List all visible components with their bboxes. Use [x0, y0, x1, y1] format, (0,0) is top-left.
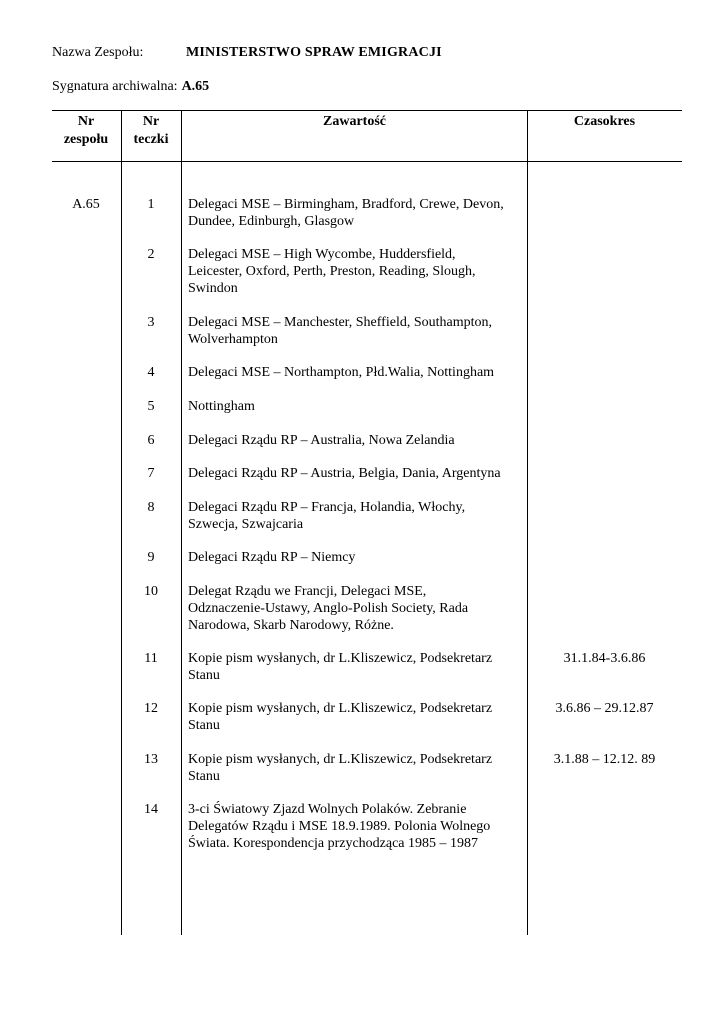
team-name-label: Nazwa Zespołu:: [52, 45, 144, 60]
content-line: Kopie pism wysłanych, dr L.Kliszewicz, Podsekretarz: [188, 701, 493, 716]
content-line: Delegaci Rządu RP – Australia, Nowa Zelandia: [188, 433, 455, 448]
content-line: Delegat Rządu we Francji, Delegaci MSE,: [188, 584, 427, 599]
file-number-cell: 5: [147, 399, 155, 414]
content-cell: [188, 650, 524, 684]
file-number-cell: 2: [147, 247, 155, 262]
period-cell: 3.6.86 – 29.12.87: [555, 701, 654, 716]
content-line: Delegaci Rządu RP – Niemcy: [188, 550, 356, 565]
column-header-content: [182, 113, 527, 131]
content-cell: [188, 364, 524, 381]
file-number-cell: 7: [147, 466, 155, 481]
column-header-period: [528, 113, 681, 131]
content-cell: [188, 314, 524, 348]
content-line: Kopie pism wysłanych, dr L.Kliszewicz, Podsekretarz: [188, 651, 493, 666]
file-number-cell: 13: [144, 752, 158, 767]
content-cell: [188, 499, 524, 533]
table-divider-3: [527, 110, 528, 935]
file-number-cell: 3: [147, 315, 155, 330]
column-header-line: Zawartość: [323, 114, 386, 129]
column-header-line: zespołu: [63, 132, 109, 147]
content-line: Leicester, Oxford, Perth, Preston, Reading, Slough,: [188, 264, 476, 279]
table-header-rule: [52, 161, 682, 162]
content-cell: [188, 751, 524, 785]
period-cell: 31.1.84-3.6.86: [563, 651, 646, 666]
content-line: Stanu: [188, 718, 220, 733]
period-cell: 3.1.88 – 12.12. 89: [553, 752, 656, 767]
content-line: 3-ci Światowy Zjazd Wolnych Polaków. Zebranie: [188, 802, 467, 817]
file-number-cell: 6: [147, 433, 155, 448]
column-header-team-number: [52, 113, 120, 149]
file-number-cell: 14: [144, 802, 158, 817]
column-header-line: Nr: [77, 114, 95, 129]
column-header-line: teczki: [133, 132, 169, 147]
file-number-cell: 4: [147, 365, 155, 380]
team-name-line: [52, 44, 442, 62]
content-cell: [188, 398, 524, 415]
content-line: Swindon: [188, 281, 238, 296]
content-line: Stanu: [188, 769, 220, 784]
content-line: Szwecja, Szwajcaria: [188, 517, 304, 532]
file-number-cell: 12: [144, 701, 158, 716]
content-line: Dundee, Edinburgh, Glasgow: [188, 214, 355, 229]
content-line: Wolverhampton: [188, 332, 278, 347]
file-number-cell: 1: [147, 197, 155, 212]
content-line: Świata. Korespondencja przychodząca 1985 – 1987: [188, 836, 479, 851]
team-number-cell: A.65: [72, 197, 100, 212]
file-number-cell: 9: [147, 550, 155, 565]
content-cell: [188, 700, 524, 734]
signature-value: A.65: [181, 79, 210, 94]
content-cell: [188, 549, 524, 566]
content-line: Delegaci MSE – High Wycombe, Huddersfield,: [188, 247, 456, 262]
content-line: Delegaci MSE – Birmingham, Bradford, Crewe, Devon,: [188, 197, 504, 212]
content-cell: [188, 583, 524, 634]
content-cell: [188, 465, 524, 482]
content-line: Delegatów Rządu i MSE 18.9.1989. Polonia Wolnego: [188, 819, 491, 834]
file-number-cell: 10: [144, 584, 158, 599]
team-name-value: MINISTERSTWO SPRAW EMIGRACJI: [186, 45, 442, 60]
content-cell: [188, 196, 524, 230]
column-header-line: Nr: [142, 114, 160, 129]
content-line: Stanu: [188, 668, 220, 683]
content-line: Delegaci MSE – Northampton, Płd.Walia, Nottingham: [188, 365, 495, 380]
content-cell: [188, 801, 524, 852]
column-header-file-number: [122, 113, 180, 149]
table-divider-2: [181, 110, 182, 935]
signature-line: [52, 78, 209, 96]
content-line: Nottingham: [188, 399, 255, 414]
signature-label: Sygnatura archiwalna:: [52, 79, 178, 94]
content-line: Odznaczenie-Ustawy, Anglo-Polish Society, Rada: [188, 601, 469, 616]
content-cell: [188, 432, 524, 449]
content-line: Kopie pism wysłanych, dr L.Kliszewicz, Podsekretarz: [188, 752, 493, 767]
content-line: Narodowa, Skarb Narodowy, Różne.: [188, 618, 394, 633]
content-line: Delegaci MSE – Manchester, Sheffield, Southampton,: [188, 315, 493, 330]
content-line: Delegaci Rządu RP – Francja, Holandia, Włochy,: [188, 500, 466, 515]
content-cell: [188, 246, 524, 297]
table-top-rule: [52, 110, 682, 111]
file-number-cell: 11: [144, 651, 158, 666]
file-number-cell: 8: [147, 500, 155, 515]
column-header-line: Czasokres: [573, 114, 636, 129]
content-line: Delegaci Rządu RP – Austria, Belgia, Dania, Argentyna: [188, 466, 501, 481]
